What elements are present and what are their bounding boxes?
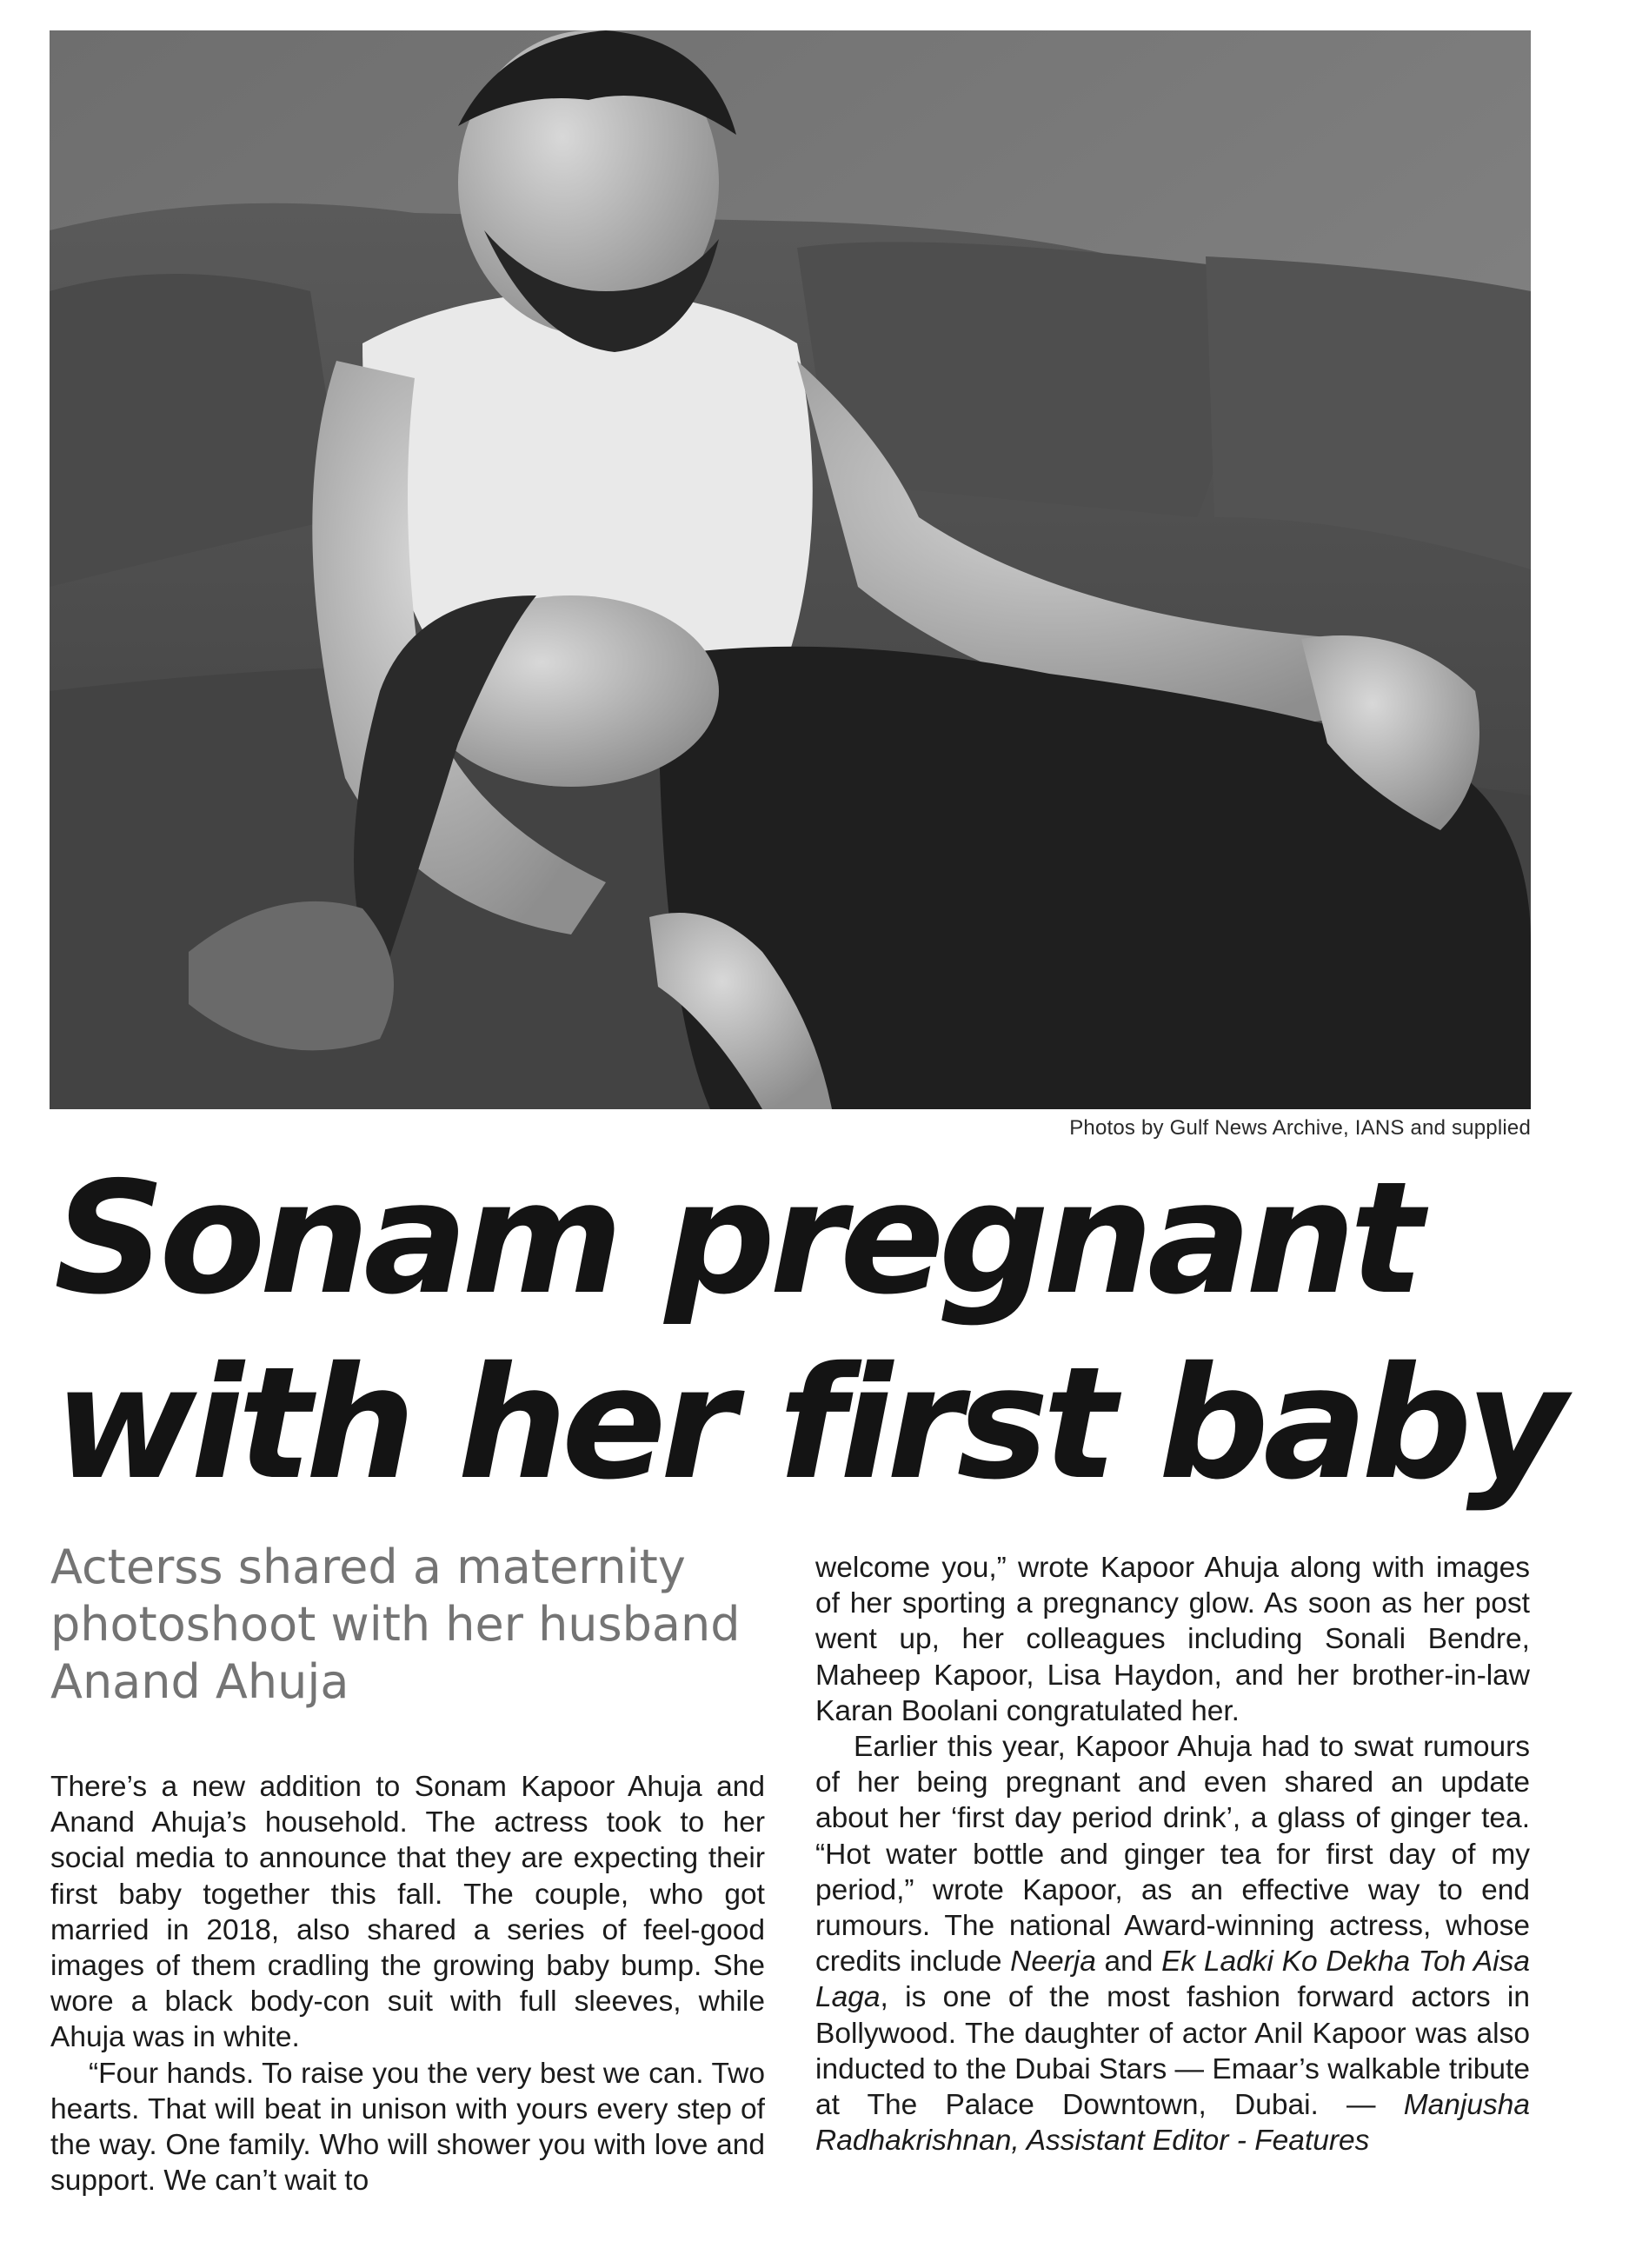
body-column-right (815, 1550, 1530, 2158)
body-paragraph: There’s a new addition to Sonam Kapoor Ahuja and Anand Ahuja’s household. The actress took to her social media to announce that they are expecting their first baby together this fall. The couple, who got married in 2018, also shared a series of feel-good images of them cradling the growing baby bump. She wore a black body-con suit with full sleeves, while Ahuja was in white. (50, 1771, 765, 2054)
body-text: , is one of the most fashion forward actors in Bollywood. The daughter of actor Anil Kapoor was also inducted to the Dubai Stars — Emaar’s walkable tribute at The Palace Downtown, Dubai. — (815, 1981, 1530, 2122)
film-title: Neerja (1010, 1945, 1096, 1979)
body-column-left (50, 1769, 765, 2198)
body-paragraph-continued: welcome you,” wrote Kapoor Ahuja along with images of her sporting a pregnancy glow. As soon as her post went up, her colleagues including Sonali Bendre, Maheep Kapoor, Lisa Haydon, and her brother-in-law Karan Boolani congratulated her. (815, 1552, 1530, 1727)
photo-credit: Photos by Gulf News Archive, IANS and supplied (1069, 1116, 1531, 1140)
author-byline: Manjusha Radhakrishnan, Assistant Editor - Features (815, 2089, 1530, 2158)
photo-couple-icon (50, 30, 1531, 1109)
headline-line-1: Sonam pregnant (54, 1148, 1418, 1328)
subheadline: Acterss shared a maternity photoshoot with her husband Anand Ahuja (50, 1540, 741, 1709)
film-title: Ek Ladki Ko Dekha Toh Aisa Laga (815, 1945, 1530, 2014)
article-photo (50, 30, 1531, 1109)
body-text: and (1095, 1945, 1162, 1979)
body-paragraph (815, 1729, 1530, 2158)
body-text: Earlier this year, Kapoor Ahuja had to swat rumours of her being pregnant and even shared an update about her ‘first day period drink’, a glass of ginger tea. “Hot water bottle and ginger tea for first day of my period,” wrote Kapoor, as an effective way to end rumours. The national Award-winning actress, whose credits include (815, 1731, 1530, 1979)
body-paragraph-quote: “Four hands. To raise you the very best we can. Two hearts. That will beat in unison with yours every step of the way. One family. Who will shower you with love and support. We can’t wait to (50, 2057, 765, 2198)
headline (54, 1146, 1561, 1516)
headline-line-2: with her first baby (54, 1334, 1561, 1513)
